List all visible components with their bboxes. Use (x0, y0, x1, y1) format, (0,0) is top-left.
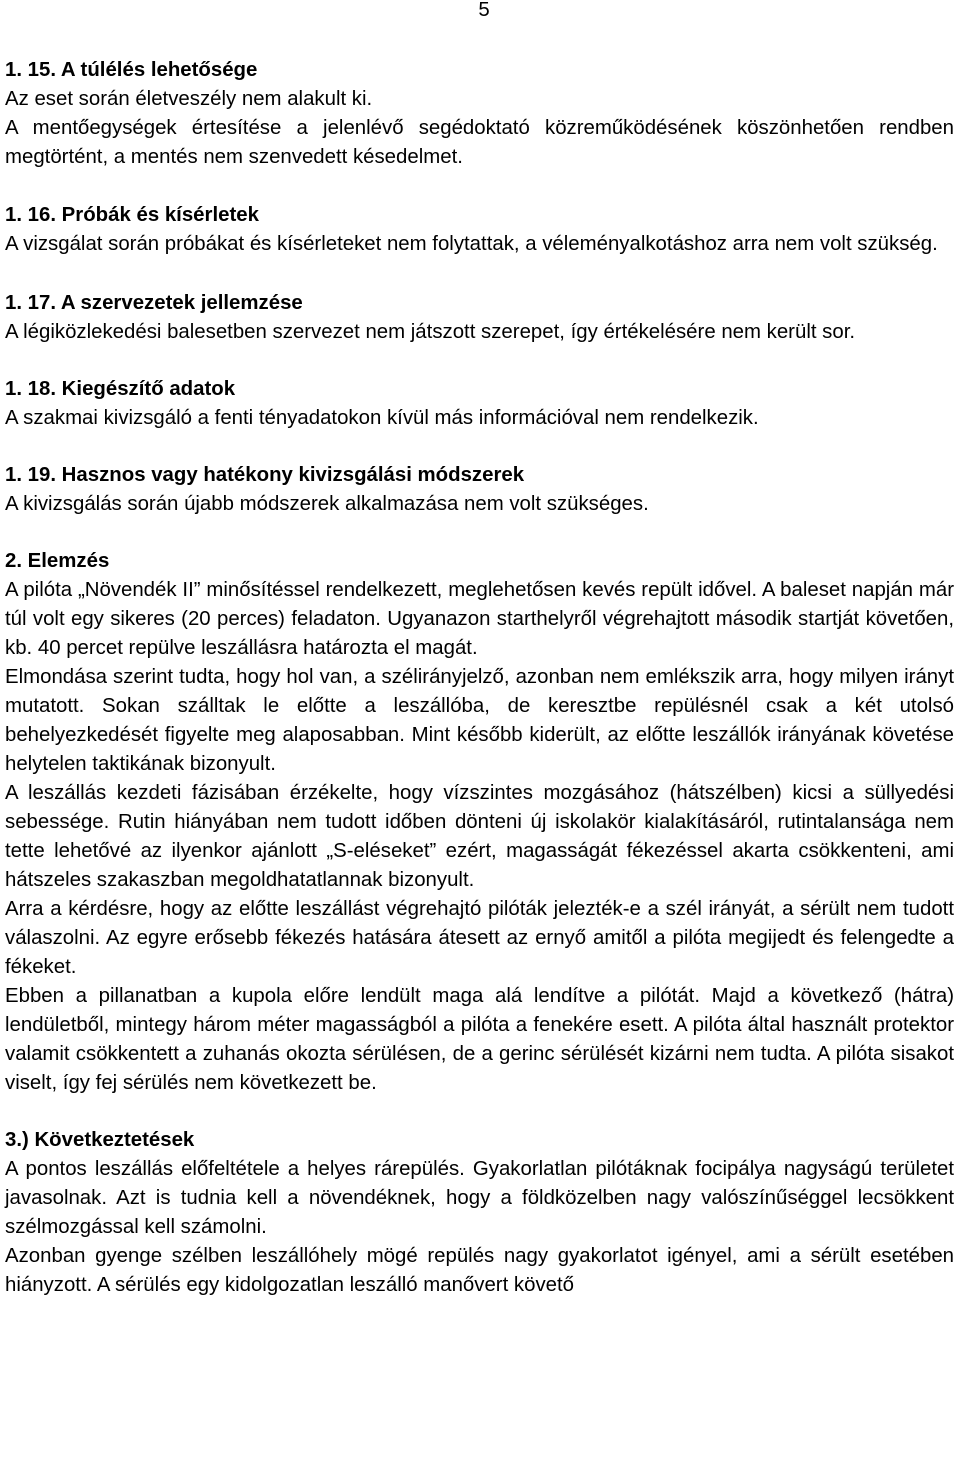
paragraph: Elmondása szerint tudta, hogy hol van, a szélirányjelző, azonban nem emlékszik arra, hogy milyen irányt mutatott. Sokan szálltak le előtte a leszállóba, de keresztbe repülésnél csak a két utolsó behelyezkedését figyelte meg alaposabban. Mint később kiderült, az előtte leszállók irányának követése helytelen taktikának bizonyult. (5, 666, 954, 775)
paragraph: Az eset során életveszély nem alakult ki. (5, 88, 373, 110)
section-heading: 3.) Következtetések (5, 1129, 195, 1151)
paragraph: Arra a kérdésre, hogy az előtte leszállást végrehajtó pilóták jelezték-e a szél irányát, a sérült nem tudott válaszolni. Az egyre erősebb fékezés hatására átesett az ernyő amitől a pilóta megijedt és felengedte a fékeket. (5, 898, 954, 978)
paragraph: A pontos leszállás előfeltétele a helyes rárepülés. Gyakorlatlan pilótáknak focipálya nagyságú területet javasolnak. Azt is tudnia kell a növendéknek, hogy a földközelben nagy valószínűséggel lecsökkent szélmozgással kell számolni. (5, 1158, 954, 1238)
paragraph: A szakmai kivizsgáló a fenti tényadatokon kívül más információval nem rendelkezik. (5, 407, 759, 429)
paragraph: Ebben a pillanatban a kupola előre lendült maga alá lendítve a pilótát. Majd a következő (hátra) lendületből, mintegy három méter magasságból a pilóta a fenekére esett. A pilóta által használt protektor valamit csökkentett a zuhanás okozta sérülésen, de a gerinc sérülését kizárni nem tudta. A pilóta sisakot viselt, így fej sérülés nem következett be. (5, 985, 954, 1094)
paragraph: A légiközlekedési balesetben szervezet nem játszott szerepet, így értékelésére nem került sor. (5, 321, 856, 343)
page-number: 5 (478, 0, 490, 21)
section-heading: 1. 17. A szervezetek jellemzése (5, 292, 303, 314)
section-2-analysis (5, 547, 954, 1098)
section-1-17 (5, 289, 954, 347)
paragraph: A leszállás kezdeti fázisában érzékelte, hogy vízszintes mozgásához (hátszélben) kicsi a süllyedési sebessége. Rutin hiányában nem tudott időben dönteni új iskolakör kialakításáról, rutintalansága nem tette lehetővé az ilyenkor ajánlott „S-eléseket” ezért, magasságát fékezéssel akarta csökkenteni, ami hátszeles szakaszban megoldhatatlannak bizonyult. (5, 782, 954, 891)
section-heading: 2. Elemzés (5, 550, 110, 572)
section-1-16 (5, 201, 954, 259)
paragraph: Azonban gyenge szélben leszállóhely mögé repülés nagy gyakorlatot igényel, ami a sérült esetében hiányzott. A sérülés egy kidolgozatlan leszálló manővert követő (5, 1245, 954, 1296)
section-heading: 1. 16. Próbák és kísérletek (5, 204, 259, 226)
section-1-15 (5, 56, 954, 172)
paragraph: A mentőegységek értesítése a jelenlévő segédoktató közreműködésének köszönhetően rendben megtörtént, a mentés nem szenvedett késedelmet. (5, 117, 954, 168)
section-heading: 1. 19. Hasznos vagy hatékony kivizsgálási módszerek (5, 464, 525, 486)
paragraph: A kivizsgálás során újabb módszerek alkalmazása nem volt szükséges. (5, 493, 649, 515)
section-3-conclusions (5, 1126, 954, 1300)
paragraph: A pilóta „Növendék II” minősítéssel rendelkezett, meglehetősen kevés repült idővel. A baleset napján már túl volt egy sikeres (20 perces) feladaton. Ugyanazon starthelyről végrehajtott második startját követően, kb. 40 percet repülve leszállásra határozta el magát. (5, 579, 954, 659)
document-body (5, 56, 954, 1300)
section-heading: 1. 15. A túlélés lehetősége (5, 59, 258, 81)
paragraph: A vizsgálat során próbákat és kísérleteket nem folytattak, a véleményalkotáshoz arra nem volt szükség. (5, 233, 938, 255)
section-1-19 (5, 461, 954, 519)
section-heading: 1. 18. Kiegészítő adatok (5, 378, 236, 400)
section-1-18 (5, 375, 954, 433)
